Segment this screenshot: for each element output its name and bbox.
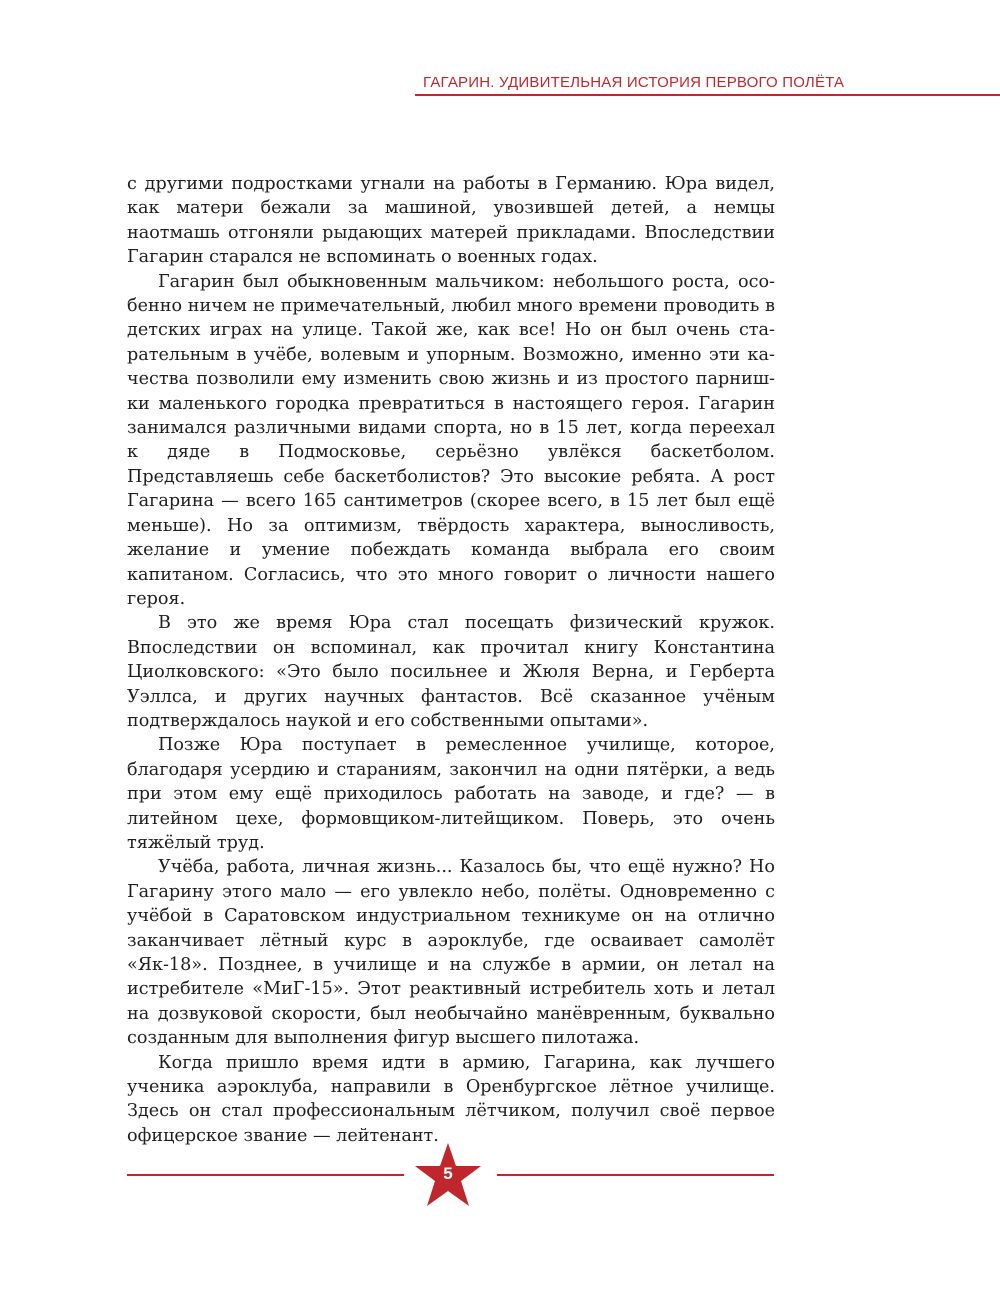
running-title: ГАГАРИН. УДИВИТЕЛЬНАЯ ИСТОРИЯ ПЕРВОГО ПОЛЁТА [423, 74, 845, 91]
body-text [127, 172, 775, 1148]
paragraph-1: с другими подростками угнали на работы в Германию. Юра видел, как матери бежали за машиной, увозившей детей, а немцы наотмашь отгоняли рыдающих матерей прикладами. Впоследствии Гагарин старался не вспоминать о военных годах. [127, 174, 775, 268]
footer-rule-left [127, 1174, 404, 1176]
running-header [415, 74, 1000, 96]
page-number: 5 [443, 1164, 453, 1183]
paragraph-3: В это же время Юра стал посещать физический кружок. Впоследствии он вспоминал, как прочитал книгу Константина Циолковского: «Это было посильнее и Жюля Верна, и Герберта Уэллса, и других научных фантастов. Всё сказанное учёным подтверждалось наукой и его собственными опытами». [127, 613, 775, 731]
paragraph-5: Учёба, работа, личная жизнь... Казалось бы, что ещё нужно? Но Гагарину этого мало — его увлекло небо, полёты. Одновременно с учёбой в Саратовском индустриальном техникуме он на отлично заканчивает лётный курс в аэроклубе, где осваивает самолёт «Як-18». Позднее, в училище и на службе в армии, он летал на истребителе «МиГ-15». Этот реактивный истребитель хоть и летал на дозвуковой скорости, был необычайно манёвренным, буквально созданным для выполнения фигур высшего пилотажа. [127, 857, 775, 1049]
paragraph-2: Гагарин был обыкновенным мальчиком: небольшого роста, особенно ничем не примечательный, любил много времени проводить в детских играх на улице. Такой же, как все! Но он был очень старательным в учёбе, волевым и упорным. Возможно, именно эти качества позволили ему изменить свою жизнь и из простого парнишки маленького городка превратиться в настоящего героя. Гагарин занимался различными видами спорта, но в 15 лет, когда переехал к дяде в Подмосковье, серьёзно увлёкся баскетболом. Представляешь себе баскетболистов? Это высокие ребята. А рост Гагарина — всего 165 сантиметров (скорее всего, в 15 лет был ещё меньше). Но за оптимизм, твёрдость характера, выносливость, желание и умение побеждать команда выбрала его своим капитаном. Согласись, что это много говорит о личности нашего героя. [127, 271, 775, 609]
paragraph-4: Позже Юра поступает в ремесленное училище, которое, благодаря усердию и стараниям, закончил на одни пятёрки, а ведь при этом ему ещё приходилось работать на заводе, и где? — в литейном цехе, формовщиком-литейщиком. Поверь, это очень тяжёлый труд. [127, 735, 775, 853]
paragraph-6: Когда пришло время идти в армию, Гагарина, как лучшего ученика аэроклуба, направили в Оренбургское лётное училище. Здесь он стал профессиональным лётчиком, получил своё первое офицерское звание — лейтенант. [127, 1052, 775, 1146]
footer-rule-right [497, 1174, 774, 1176]
header-rule [415, 94, 1000, 96]
